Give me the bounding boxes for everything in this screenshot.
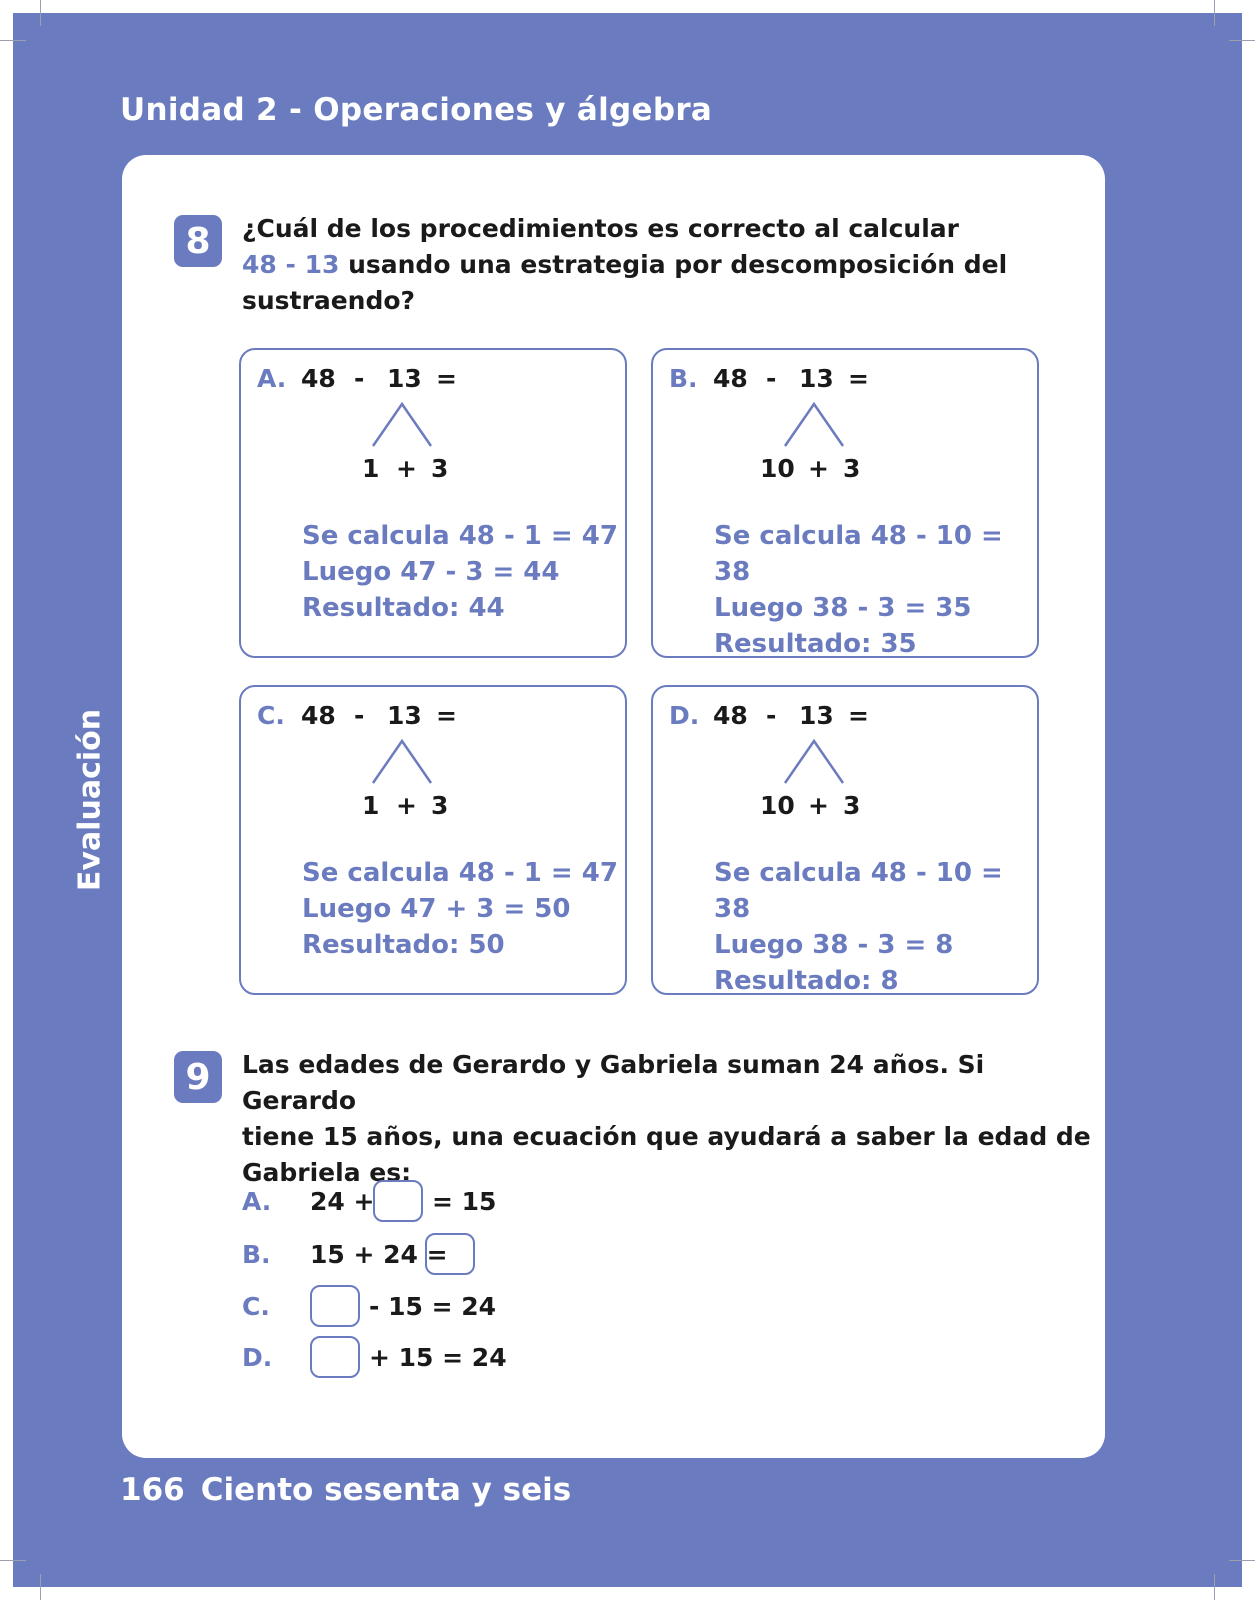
answer-blank-box[interactable] [310,1285,360,1327]
crop-mark [40,1574,41,1600]
decomposition-part: 10 [760,791,795,820]
answer-option-b[interactable] [651,348,1039,658]
subtrahend: 13 [799,701,834,730]
step-line: Luego 38 - 3 = 35 [714,593,972,623]
step-line: Se calcula 48 - 10 = 38 [714,858,1003,924]
minus-sign: - [766,364,777,393]
answer-blank-box[interactable] [425,1233,475,1275]
decomposition-part: 3 [431,791,449,820]
equation-option-a[interactable] [242,1180,502,1226]
crop-mark [0,40,26,41]
step-line: Luego 38 - 3 = 8 [714,930,954,960]
procedure-steps [302,518,618,626]
subtrahend: 13 [387,701,422,730]
page-footer [120,1472,571,1508]
decomposition-branch [371,402,433,448]
subtrahend: 13 [387,364,422,393]
question-text-rest: usando una estrategia por descomposición del [339,250,1008,279]
option-letter: C. [257,701,285,730]
decomposition-branch [783,402,845,448]
plus-sign: + [808,454,829,483]
question-number-badge [174,1051,222,1103]
step-line: Se calcula 48 - 10 = 38 [714,521,1003,587]
equation-option-b[interactable] [242,1233,502,1279]
option-letter: D. [669,701,700,730]
option-letter: C. [242,1292,270,1321]
equation-option-c[interactable] [242,1285,502,1331]
step-line: Luego 47 - 3 = 44 [302,557,560,587]
answer-option-a[interactable] [239,348,627,658]
question-text [242,211,1072,319]
page-number-words: Ciento sesenta y seis [200,1472,572,1508]
question-text [242,1047,1092,1191]
highlighted-operation: 48 - 13 [242,250,340,279]
option-letter: A. [242,1187,272,1216]
equation-left: 24 + [310,1187,375,1216]
equation-right: - 15 = 24 [369,1292,497,1321]
section-side-label: Evaluación [72,708,108,892]
answer-option-d[interactable] [651,685,1039,995]
option-letter: D. [242,1343,273,1372]
crop-mark [1229,1560,1255,1561]
minuend: 48 [301,364,336,393]
question-text-line: Gabriela es: [242,1158,412,1187]
decomposition-part: 3 [431,454,449,483]
procedure-steps [714,518,1037,662]
question-card [122,155,1105,1458]
result-line: Resultado: 50 [302,930,505,960]
decomposition-branch [371,739,433,785]
decomposition-part: 10 [760,454,795,483]
answer-option-c[interactable] [239,685,627,995]
option-letter: B. [242,1240,271,1269]
equals-sign: = [436,701,457,730]
minus-sign: - [354,701,365,730]
minus-sign: - [354,364,365,393]
question-number: 8 [185,220,211,262]
question-text-line [242,247,1072,283]
procedure-steps [714,855,1037,999]
subtrahend: 13 [799,364,834,393]
equation-right: = 15 [432,1187,497,1216]
plus-sign: + [808,791,829,820]
crop-mark [1229,40,1255,41]
equals-sign: = [848,701,869,730]
question-number: 9 [185,1056,211,1098]
result-line: Resultado: 35 [714,629,917,659]
step-line: Se calcula 48 - 1 = 47 [302,521,618,551]
option-letter: B. [669,364,698,393]
equals-sign: = [436,364,457,393]
question-text-line: tiene 15 años, una ecuación que ayudará a saber la edad de [242,1122,1091,1151]
minuend: 48 [713,701,748,730]
minuend: 48 [301,701,336,730]
question-text-line: sustraendo? [242,286,416,315]
step-line: Se calcula 48 - 1 = 47 [302,858,618,888]
result-line: Resultado: 8 [714,966,899,996]
decomposition-part: 1 [362,454,380,483]
procedure-steps [302,855,618,963]
plus-sign: + [396,791,417,820]
crop-mark [1214,0,1215,26]
question-number-badge [174,215,222,267]
equation-left: 15 + 24 = [310,1240,448,1269]
unit-title: Unidad 2 - Operaciones y álgebra [120,92,713,128]
answer-blank-box[interactable] [310,1336,360,1378]
step-line: Luego 47 + 3 = 50 [302,894,571,924]
equation-option-d[interactable] [242,1336,507,1382]
plus-sign: + [396,454,417,483]
answer-blank-box[interactable] [373,1180,423,1222]
crop-mark [0,1560,26,1561]
question-text-line: Las edades de Gerardo y Gabriela suman 24 años. Si Gerardo [242,1050,985,1115]
result-line: Resultado: 44 [302,593,505,623]
crop-mark [40,0,41,26]
equation-right: + 15 = 24 [369,1343,507,1372]
minuend: 48 [713,364,748,393]
decomposition-branch [783,739,845,785]
decomposition-part: 3 [843,454,861,483]
equals-sign: = [848,364,869,393]
decomposition-part: 3 [843,791,861,820]
crop-mark [1214,1574,1215,1600]
page-number: 166 [120,1472,185,1508]
decomposition-part: 1 [362,791,380,820]
option-letter: A. [257,364,287,393]
question-text-line: ¿Cuál de los procedimientos es correcto al calcular [242,214,959,243]
minus-sign: - [766,701,777,730]
